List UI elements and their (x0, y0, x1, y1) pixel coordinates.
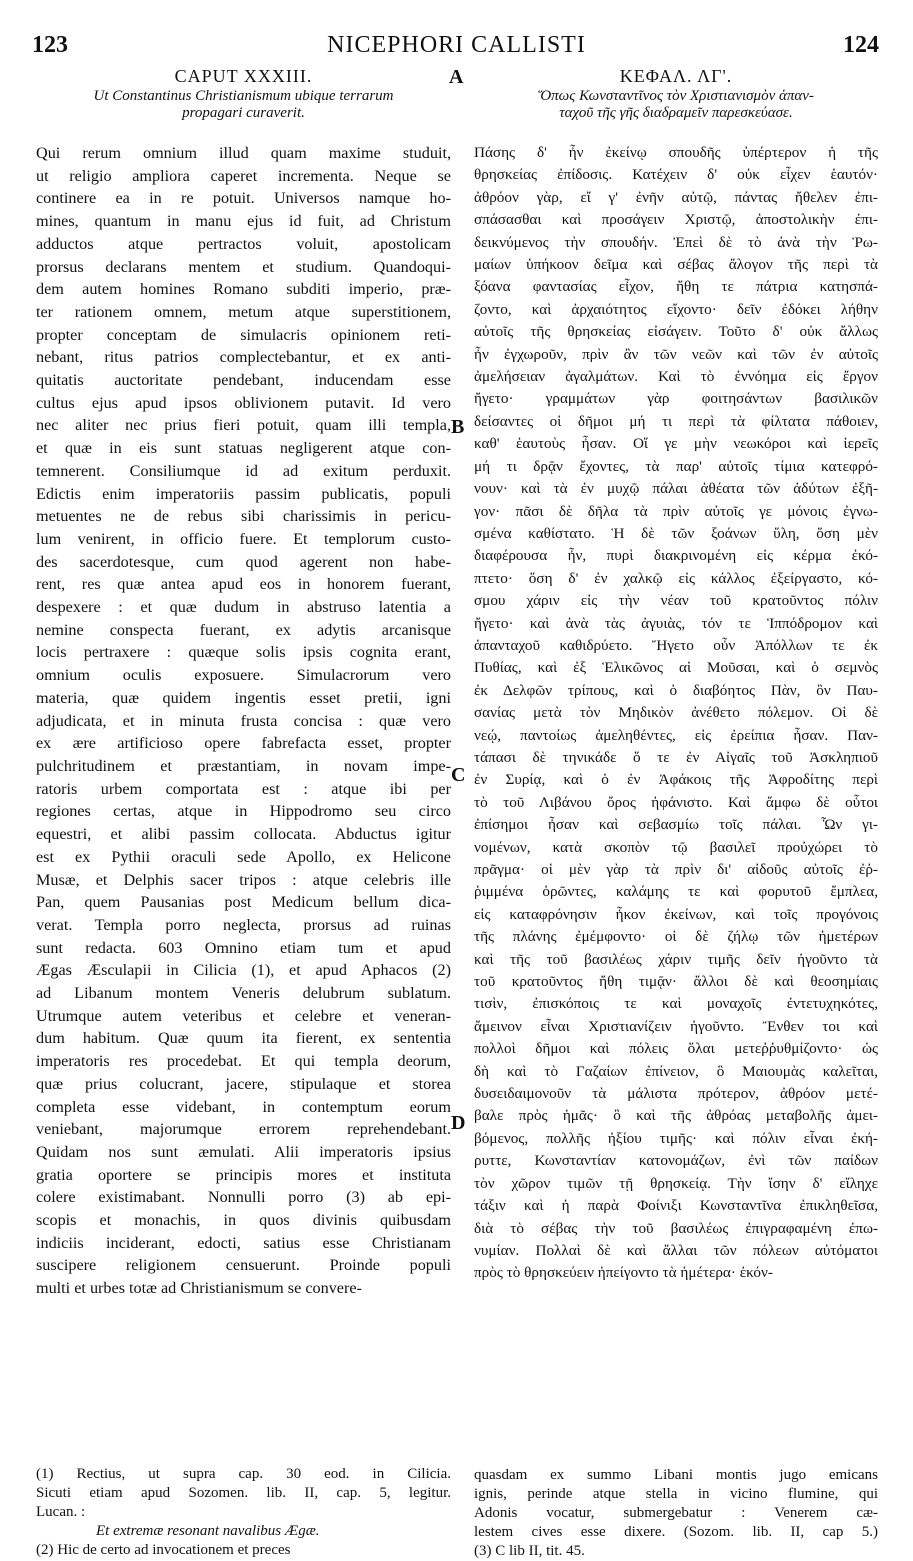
text-line: σανίας μετὰ τὸν Μηδικὸν ἀνέθετο πόλεμον. Οἱ δὲ (474, 704, 878, 722)
chapter-title-greek: ΚΕΦΑΛ. ΛΓ'. (619, 66, 733, 86)
text-line: pulchritudinem et præstantiam, in novam impe- (36, 756, 451, 775)
footnote-line: (3) C lib II, tit. 45. (474, 1543, 585, 1559)
text-line: ἤγετο· καὶ ἀνὰ τὰς ἀγυιὰς, τόν τε Ἱππόδρομον καὶ (474, 614, 878, 632)
text-line: ἁπανταχοῦ καθιδρύετο. Ἤγετο οὖν Ἀπόλλων τε ἐκ (474, 636, 878, 654)
text-line: materia, quæ quidem ingentis esset pretii, igni (36, 688, 451, 707)
text-line: indiciis inciderant, edocti, satius esse Christianam (36, 1233, 451, 1252)
footnote-line: Adonis vocatur, submergebatur : Venerem cæ- (474, 1505, 878, 1521)
text-line: ἐν Συρίᾳ, καὶ ὁ ἐν Ἀφάκοις τῆς Ἀφροδίτης περὶ (474, 771, 878, 789)
text-line: Edictis enim imperatoriis passim publicatis, populi (36, 484, 451, 503)
text-line: ἐκ Δελφῶν τρίπους, καὶ ὁ διαβόητος Πὰν, ὃν Παυ- (474, 681, 878, 699)
text-line: ῥιμμένα ὁρῶντες, καλάμης τε καὶ φορυτοῦ ἔμπλεα, (474, 883, 878, 901)
text-line: μαίων ὑπήκοον δεῖμα καὶ σέβας ἄλογον τῆς περὶ τὰ (474, 256, 878, 274)
text-line: veniebant, majorumque errorem reprehendebant. (36, 1120, 451, 1139)
text-line: μή τι δρᾷν ἔχοντες, τὰ παρ' αὐτοῖς τίμια κατεφρό- (474, 457, 878, 475)
text-line: πρᾶγμα· οἱ μὲν γὰρ τὰ πρὶν δι' αἰδοῦς αὐτοῖς ἐῤ- (474, 861, 878, 878)
text-line: et quæ in eis sunt statuas negligerent atque con- (36, 439, 451, 458)
text-line: gratia oportere se principis mores et instituta (36, 1165, 451, 1184)
text-line: Pan, quem Pausanias post Medicum bellum dica- (36, 893, 451, 912)
text-line: βαλε πρὸς ἡμᾶς· ὃ καὶ τῆς ἀθρόας μεταβολῆς ἀμει- (474, 1107, 878, 1125)
text-line: ad Libanum montem Veneris delubrum sublatum. (36, 984, 451, 1003)
latin-text (36, 142, 451, 1300)
footnote-line: (2) Hic de certo ad invocationem et preces (36, 1542, 291, 1558)
text-line: ἤγετο· γραμμάτων γὰρ φοιτησάντων βασιλικῶν (474, 390, 878, 408)
text-line: δεικνύμενος τὴν σπουδήν. Ἐπεὶ δὲ τὸ ἀνὰ τὴν Ῥω- (474, 233, 878, 251)
text-line: γον· πᾶσι δὲ δῆλα τὰ πρὶν αὐτοῖς γε μόνοις ἐγνω- (474, 502, 878, 520)
text-line: ζοντο, καὶ ἀρχαιότητος εἴχοντο· δεῖν ἐδόκει λήθην (474, 300, 878, 318)
text-line: omnium oculis exposuere. Simulacrorum vero (36, 666, 451, 685)
text-line: locis pertraxere : quæque solis ipsis cognita erant, (36, 643, 451, 662)
text-line: adjudicata, et in minuta frusta concisa : quæ vero (36, 711, 451, 730)
footnote-line: quasdam ex summo Libani montis jugo emicans (474, 1467, 878, 1483)
text-line: νουν· καὶ τὰ ἐν μυχῷ πάλαι ἀθέατα τῶν ἀδύτων ἐξῆ- (474, 480, 878, 498)
text-line: scopis et monachis, in quos divinis quibusdam (36, 1211, 451, 1230)
text-line: equestri, et alibi passim collocata. Abductus igitur (36, 825, 451, 844)
text-line: ut religio ampliora caperet incrementa. Neque se (36, 166, 451, 185)
text-line: σπάσασθαι καὶ προσάγειν Χριστῷ, ἀποστολικὴν ἐπι- (474, 211, 878, 229)
text-line: cultus ejus apud ipsos oblivionem putavit. Id vero (36, 393, 451, 412)
text-line: τὸ τοῦ Λιβάνου ὄρος ἠφάνιστο. Καὶ ἄμφω δὲ οὗτοι (474, 793, 878, 811)
text-line: nec aliter nec prius fieri potuit, quam illi templa, (36, 416, 451, 435)
text-line: sunt redacta. 603 Omnino etiam tum et apud (36, 938, 451, 957)
text-line: prorsus declarans mentem et studium. Quandoqui- (36, 257, 451, 276)
text-line: δείσαντες οἱ δῆμοι μή τι περὶ τὰ φίλτατα πάθοιεν, (474, 412, 878, 430)
text-line: Qui rerum omnium illud quam maxime studuit, (36, 144, 451, 162)
text-line: ratoris urbem comportata est : atque ibi per (36, 779, 451, 798)
text-line: πολλοὶ δῆμοι καὶ πόλεις ὅλαι μετεῤῥυθμίζοντο· ὡς (474, 1040, 878, 1058)
text-line: τισὶν, ἐπισκόποις τε καὶ μοναχοῖς ἐντετυχηκότες, (474, 995, 878, 1013)
section-marker-b: B (451, 416, 465, 438)
text-line: θρησκείας ἐπίδοσις. Κατέχειν δ' οὐκ εἶχεν ἑαυτόν· (474, 166, 878, 184)
text-line: completa esse videbant, in contemptum eorum (36, 1097, 451, 1116)
text-line: Utrumque autem veteribus et celebre et veneran- (36, 1006, 451, 1025)
text-line: Ægas Æsculapii in Cilicia (1), et apud Aphacos (2) (36, 961, 451, 980)
text-line: ter rationem omnem, metum atque superstitionem, (36, 302, 451, 321)
text-line: Πάσης δ' ἦν ἐκείνῳ σπουδῆς ὑπέρτερον ἡ τῆς (474, 144, 878, 161)
text-line: mines, quantum in manu ejus id fuit, ad Christum (36, 212, 451, 231)
text-line: des sacerdotesque, cum quod agerent non habe- (36, 552, 451, 571)
text-line: ἄμεινον εἶναι Χριστιανίζειν ἡγοῦντο. Ἔνθεν τοι καὶ (474, 1017, 878, 1035)
chapter-subtitle-latin (36, 88, 451, 122)
text-line: τοῦ κρατοῦντος ἤθη τιμᾷν· ἄλλοι δὲ καὶ θεοσημίαις (474, 973, 878, 991)
section-marker-c: C (451, 764, 466, 786)
footnote-line: Lucan. : (36, 1504, 86, 1520)
footnote-line: lestem cives esse dixere. (Sozom. lib. II, cap 5.) (474, 1524, 878, 1540)
text-line: ξόανα φαντασίας εἶχον, ἤθη τε πάτρια κατησπά- (474, 278, 878, 296)
text-line: suscipere religionem censuerunt. Proinde populi (36, 1256, 451, 1275)
text-line: τάξιν καὶ ἡ παρὰ Φοίνιξι Κωνσταντῖνα ἐπικληθεῖσα, (474, 1197, 878, 1215)
text-line: quæ prius colucrant, jacere, stipulaque et storea (36, 1074, 451, 1093)
footnote-line: ignis, perinde atque stella in vicino flumine, qui (474, 1486, 878, 1502)
text-line: βόμενος, πολλῆς ἠξίου τιμῆς· καὶ πόλιν εἶναι ἐκή- (474, 1129, 878, 1147)
footnote-line: Sicuti etiam apud Sozomen. lib. II, cap. 5, legitur. (36, 1485, 451, 1501)
text-line: lum venirent, in officio fuere. Et templorum custo- (36, 529, 451, 548)
text-line: imperatoris res procedebat. Et qui templa deorum, (36, 1052, 451, 1071)
section-marker-d: D (451, 1112, 466, 1134)
text-line: quitatis auctoritate pendebant, inducendam esse (36, 371, 451, 390)
text-line: nemine conspecta fuerant, ex adytis arcanisque (36, 620, 451, 639)
text-line: καθ' ἑαυτοὺς ἦσαν. Οἵ γε μὴν νεωκόροι καὶ ἱερεῖς (474, 435, 878, 453)
text-line: temnerent. Consiliumque id ad exitum perduxit. (36, 461, 451, 480)
text-line: τὸν χῶρον τιμῶν τῇ θρησκείᾳ. Τὴν ἴσην δ' εἴληχε (474, 1174, 878, 1192)
subtitle-line: Ὅπως Κωνσταντῖνος τὸν Χριστιανισμὸν ἁπαν- (538, 88, 814, 104)
subtitle-line: propagari curaverit. (182, 105, 305, 121)
footnote-line: (1) Rectius, ut supra cap. 30 eod. in Cilicia. (36, 1466, 451, 1482)
text-line: σμένα καθίστατο. Ἡ δὲ τῶν ξοάνων ὕλη, ὅση μὲν (474, 524, 878, 542)
text-line: τάπασι δὲ τηνικάδε ὅ τε ἐν Αἰγαῖς τοῦ Ἀσκληπιοῦ (474, 748, 878, 766)
text-line: continere ea in re potuit. Universos namque ho- (36, 189, 451, 208)
text-line: ἐπίσημοι ἦσαν καὶ σεβασμίω τοῖς πάλαι. Ὧν γι- (474, 816, 878, 834)
page-number-right: 124 (843, 32, 879, 58)
greek-text (474, 142, 878, 1285)
text-line: αὐτοῖς τῆς θρησκείας εἰσάγειν. Τοῦτο δ' οὐκ ἄλλως (474, 323, 878, 341)
text-line: multi et urbes totæ ad Christianismum se convere- (36, 1279, 362, 1298)
text-line: adductos atque pertractos voluit, apostolicam (36, 234, 451, 253)
text-line: Πυθίας, καὶ ἐξ Ἑλικῶνος αἱ Μοῦσαι, καὶ ὁ σεμνὸς (474, 659, 878, 677)
text-line: πρὸς τὸ θρησκεύειν ἠπείγοντο τὰ ἡμέτερα· ἑκόν- (474, 1264, 773, 1282)
text-line: δυσειδαιμονοῦν τὰ μάλιστα πρότερον, ἀθρόον μετέ- (474, 1085, 878, 1103)
text-line: καὶ τῆς τοῦ βασιλέως χάριν τιμῆς δεῖν ἡγοῦντο τὰ (474, 950, 878, 968)
text-line: propter conceptam de simulacris opinionem reti- (36, 325, 451, 344)
footnotes-left (36, 1465, 451, 1560)
text-line: διὰ τὸ σέβας τὴν τοῦ βασιλέως ἐπιγραφαμένη ἐπω- (474, 1219, 878, 1237)
subtitle-line: ταχοῦ τῆς γῆς διαδραμεῖν παρεσκεύασε. (559, 105, 793, 121)
page-header (30, 32, 883, 62)
greek-column (474, 66, 878, 1285)
section-marker-a: A (449, 66, 464, 88)
text-line: εἰς καταφρόνησιν ἧκον ἐκείνων, καὶ τοῖς προγόνοις (474, 905, 878, 923)
text-line: ἀμελήσειαν ἀγαλμάτων. Καὶ τὸ ἐννόημα εἰς ἔργον (474, 368, 878, 386)
text-line: verat. Templa porro neglecta, prorsus ad ruinas (36, 915, 451, 934)
text-line: ex ære artificioso opere fabrefacta esset, propter (36, 734, 451, 753)
text-line: regiones certas, atque in Hippodromo seu circo (36, 802, 451, 821)
text-line: dum habitum. Quæ quum ita fierent, ex sententia (36, 1029, 451, 1048)
text-line: rent, res quæ antea apud eos in honorem fuerant, (36, 575, 451, 594)
footnote-line: Et extremæ resonant navalibus Ægæ. (96, 1523, 320, 1539)
text-line: ἦν ἐγχωροῦν, πρὶν ἂν τῶν νεῶν καὶ τῶν ἐν αὐτοῖς (474, 345, 878, 363)
text-line: Musæ, et Delphis sacer tripos : atque celebris ille (36, 870, 451, 889)
text-line: πτετο· ὅση δ' ἐν χαλκῷ εἰς κάλλος ἐξείργαστο, κό- (474, 569, 878, 587)
text-line: τῆς πλάνης ἐμέμφοντο· οἱ δὲ ζήλῳ τῶν ἡμετέρων (474, 928, 878, 946)
text-line: διαφέρουσα ἦν, πυρὶ διακρινομένη εἰς κέρμα ἐκό- (474, 547, 878, 565)
running-title: NICEPHORI CALLISTI (327, 32, 586, 58)
text-line: despexere : et quæ dudum in abstruso latentia a (36, 598, 451, 617)
page-number-left: 123 (32, 32, 68, 58)
chapter-subtitle-greek (474, 88, 878, 122)
text-line: νυμίαν. Πολλαὶ δὲ καὶ ἄλλαι τῶν πόλεων αὐτόματοι (474, 1241, 878, 1259)
text-line: Quidam nos sunt æmulati. Alii imperatoris ipsius (36, 1142, 451, 1161)
text-line: dem autem homines Romano subditi imperio, præ- (36, 280, 451, 299)
text-line: metuentes ne de rebus sibi charissimis in pericu- (36, 507, 451, 526)
text-line: ἀθρόον γὰρ, εἴ γ' ἐνῆν αὐτῷ, πάντας ἤθελεν ἐπι- (474, 188, 878, 206)
footnotes-right (474, 1466, 878, 1561)
text-line: est ex Pythii oraculi sede Apollo, ex Helicone (36, 847, 451, 866)
subtitle-line: Ut Constantinus Christianismum ubique terrarum (93, 88, 394, 104)
text-line: σμου χάριν εἰς τὴν νέαν τοῦ κρατοῦντος πόλιν (474, 592, 878, 610)
text-line: colere existimabant. Nonnulli porro (3) ab epi- (36, 1188, 451, 1207)
text-line: δὴ καὶ τὸ Γαζαίων ἐπίνειον, ὃ Μαιουμὰς καλεῖται, (474, 1062, 878, 1080)
text-line: ρυττε, Κωνσταντίαν κατονομάζων, ἐνὶ τῶν παίδων (474, 1152, 878, 1170)
chapter-title-latin: CAPUT XXXIII. (174, 66, 313, 86)
text-line: νομένων, κατὰ σκοπὸν τῷ βασιλεῖ προὐχώρει τὸ (474, 838, 878, 856)
latin-column (36, 66, 451, 1300)
text-line: nebant, ritus patrios complectebantur, et ex anti- (36, 348, 451, 367)
text-line: νεῴ, παντοίως ἀμεληθέντες, εἰς ἐρείπια ἦσαν. Παν- (474, 726, 878, 744)
